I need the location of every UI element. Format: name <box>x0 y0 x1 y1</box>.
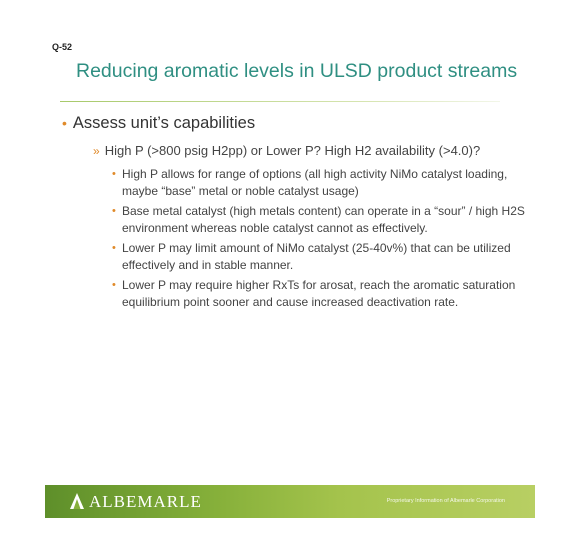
bullet-level1-text: Assess unit’s capabilities <box>72 114 256 132</box>
list-item-text: Base metal catalyst (high metals content) can operate in a “sour” / high H2S environment whereas noble catalyst cannot as effectively. <box>122 204 525 235</box>
albemarle-triangle-icon <box>70 493 84 509</box>
list-item <box>112 203 532 236</box>
list-item-text: High P allows for range of options (all high activity NiMo catalyst loading, maybe “base” metal or noble catalyst usage) <box>122 167 508 198</box>
slide-title: Reducing aromatic levels in ULSD product streams <box>76 60 518 82</box>
bullet-dot-icon: • <box>112 279 116 291</box>
question-number: Q-52 <box>52 42 73 52</box>
list-item-text: Lower P may require higher RxTs for arosat, reach the aromatic saturation equilibrium point sooner and cause increased deactivation rate. <box>122 278 516 309</box>
bullet-level2-text: High P (>800 psig H2pp) or Lower P? High H2 availability (>4.0)? <box>104 143 481 158</box>
list-item <box>112 277 532 310</box>
bullet-dot-icon: • <box>62 115 67 131</box>
footer-bar <box>45 485 535 518</box>
bullet-level2 <box>93 143 480 158</box>
chevron-bullet-icon: » <box>93 144 100 158</box>
bullet-level3-list <box>112 166 532 314</box>
footer-note: Proprietary Information of Albemarle Corporation <box>386 498 505 504</box>
bullet-dot-icon: • <box>112 242 116 254</box>
bullet-dot-icon: • <box>112 168 116 180</box>
list-item-text: Lower P may limit amount of NiMo catalyst (25-40v%) that can be utilized effectively and in stable manner. <box>122 241 511 272</box>
list-item <box>112 166 532 199</box>
title-divider <box>60 101 500 102</box>
list-item <box>112 240 532 273</box>
company-logo-text: ALBEMARLE <box>89 492 202 511</box>
bullet-level1 <box>62 114 255 133</box>
bullet-dot-icon: • <box>112 205 116 217</box>
